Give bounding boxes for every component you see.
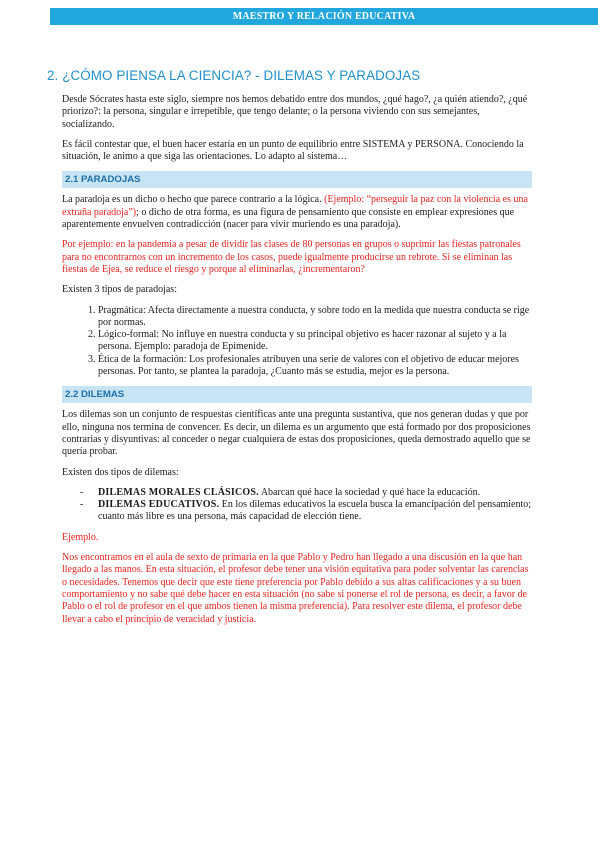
page-title: 2. ¿CÓMO PIENSA LA CIENCIA? - DILEMAS Y PARADOJAS: [47, 68, 421, 83]
list-item: - DILEMAS MORALES CLÁSICOS. Abarcan qué hace la sociedad y qué hace la educación.: [98, 487, 532, 499]
section-heading-dilemas: 2.2 DILEMAS: [62, 386, 532, 403]
dilema-types-list: [62, 487, 532, 524]
paradoja-inline-example: (Ejemplo: “perseguir la paz con la violencia es una extraña paradoja”): [62, 194, 528, 218]
header-banner: MAESTRO Y RELACIÓN EDUCATIVA: [50, 8, 598, 25]
paradoja-types-list: [62, 305, 532, 379]
page-content: [47, 68, 532, 634]
dilema-definition: Los dilemas son un conjunto de respuestas científicas ante una pregunta sustantiva, que nos generan dudas y que por ello, ninguna nos termina de convencer. Es decir, un dilema es un argumento que está formado por dos proposiciones contrarias y disyuntivas: al conceder o negar cualquiera de estas dos proposiciones, queda demostrado aquello que se quería probar.: [62, 409, 531, 458]
intro-paragraph-1: Desde Sócrates hasta este siglo, siempre nos hemos debatido entre dos mundos, ¿qué hago?, ¿a quién atiendo?, ¿qué priorizo?: la persona, singular e irrepetible, que tengo delante; o la persona viviendo con sus semejantes, socializando.: [62, 94, 528, 130]
intro-paragraph-2: Es fácil contestar que, el buen hacer estaría en un punto de equilibrio entre SISTEMA y PERSONA. Conociendo la situación, le animo a que siga las orientaciones. Lo adapto al sistema…: [62, 138, 524, 163]
list-item: 2. Lógico-formal: No influye en nuestra conducta y su principal objetivo es hacer razonar al sujeto y a la persona. Ejemplo: paradoja de Epimenide.: [98, 329, 532, 354]
dilema-example-label: Ejemplo.: [62, 531, 99, 543]
list-item: - DILEMAS EDUCATIVOS. En los dilemas educativos la escuela busca la emancipación del pensamiento; cuanto más libre es una persona, más capacidad de elección tiene.: [98, 499, 532, 524]
list-item: 1. Pragmática: Afecta directamente a nuestra conducta, y sobre todo en la medida que nuestra conducta se rige por normas.: [98, 305, 532, 330]
list-item: 3. Ética de la formación: Los profesionales atribuyen una serie de valores con el objetivo de educar mejores personas. Por tanto, se plantea la paradoja, ¿Cuanto más se estudia, mejor es la persona.: [98, 354, 532, 379]
paradoja-example: Por ejemplo: en la pandemia a pesar de dividir las clases de 80 personas en grupos o suprimir las fiestas patronales para no encontrarnos con un incremento de los casos, puede igualmente producirse un rebrote. Si se eliminan las fiestas de Ejea, se reduce el riesgo y porque al eliminarlas, ¿incrementaron?: [62, 239, 521, 275]
paradoja-definition: La paradoja es un dicho o hecho que parece contrario a la lógica. (Ejemplo: “perseguir la paz con la violencia es una extraña paradoja”); o dicho de otra forma, es una figura de pensamiento que consiste en emplear expresiones que aparentemente envuelven contradicción (nacer para vivir muriendo es una paradoja).: [62, 194, 528, 231]
paradoja-types-intro: Existen 3 tipos de paradojas:: [62, 284, 177, 296]
dilema-types-intro: Existen dos tipos de dilemas:: [62, 466, 179, 478]
dilema-example-text: Nos encontramos en el aula de sexto de primaria en la que Pablo y Pedro han llegado a una discusión en la que han llegado a las manos. En esta situación, el profesor debe tener una visión equitativa para poder solventar las carencias o necesidades. Tenemos que decir que este tiene preferencia por Pablo debido a sus altas calificaciones y a su buen comportamiento y no sabe qué debe hacer en esta situación (no sabe si ponerse el rol de persona, es decir, a favor de Pablo o el rol de profesor en el que ambos tienen la misma preferencia). Para resolver este dilema, el profesor debe llevar a cabo el principio de veracidad y justicia.: [62, 552, 529, 625]
section-heading-paradojas: 2.1 PARADOJAS: [62, 171, 532, 188]
